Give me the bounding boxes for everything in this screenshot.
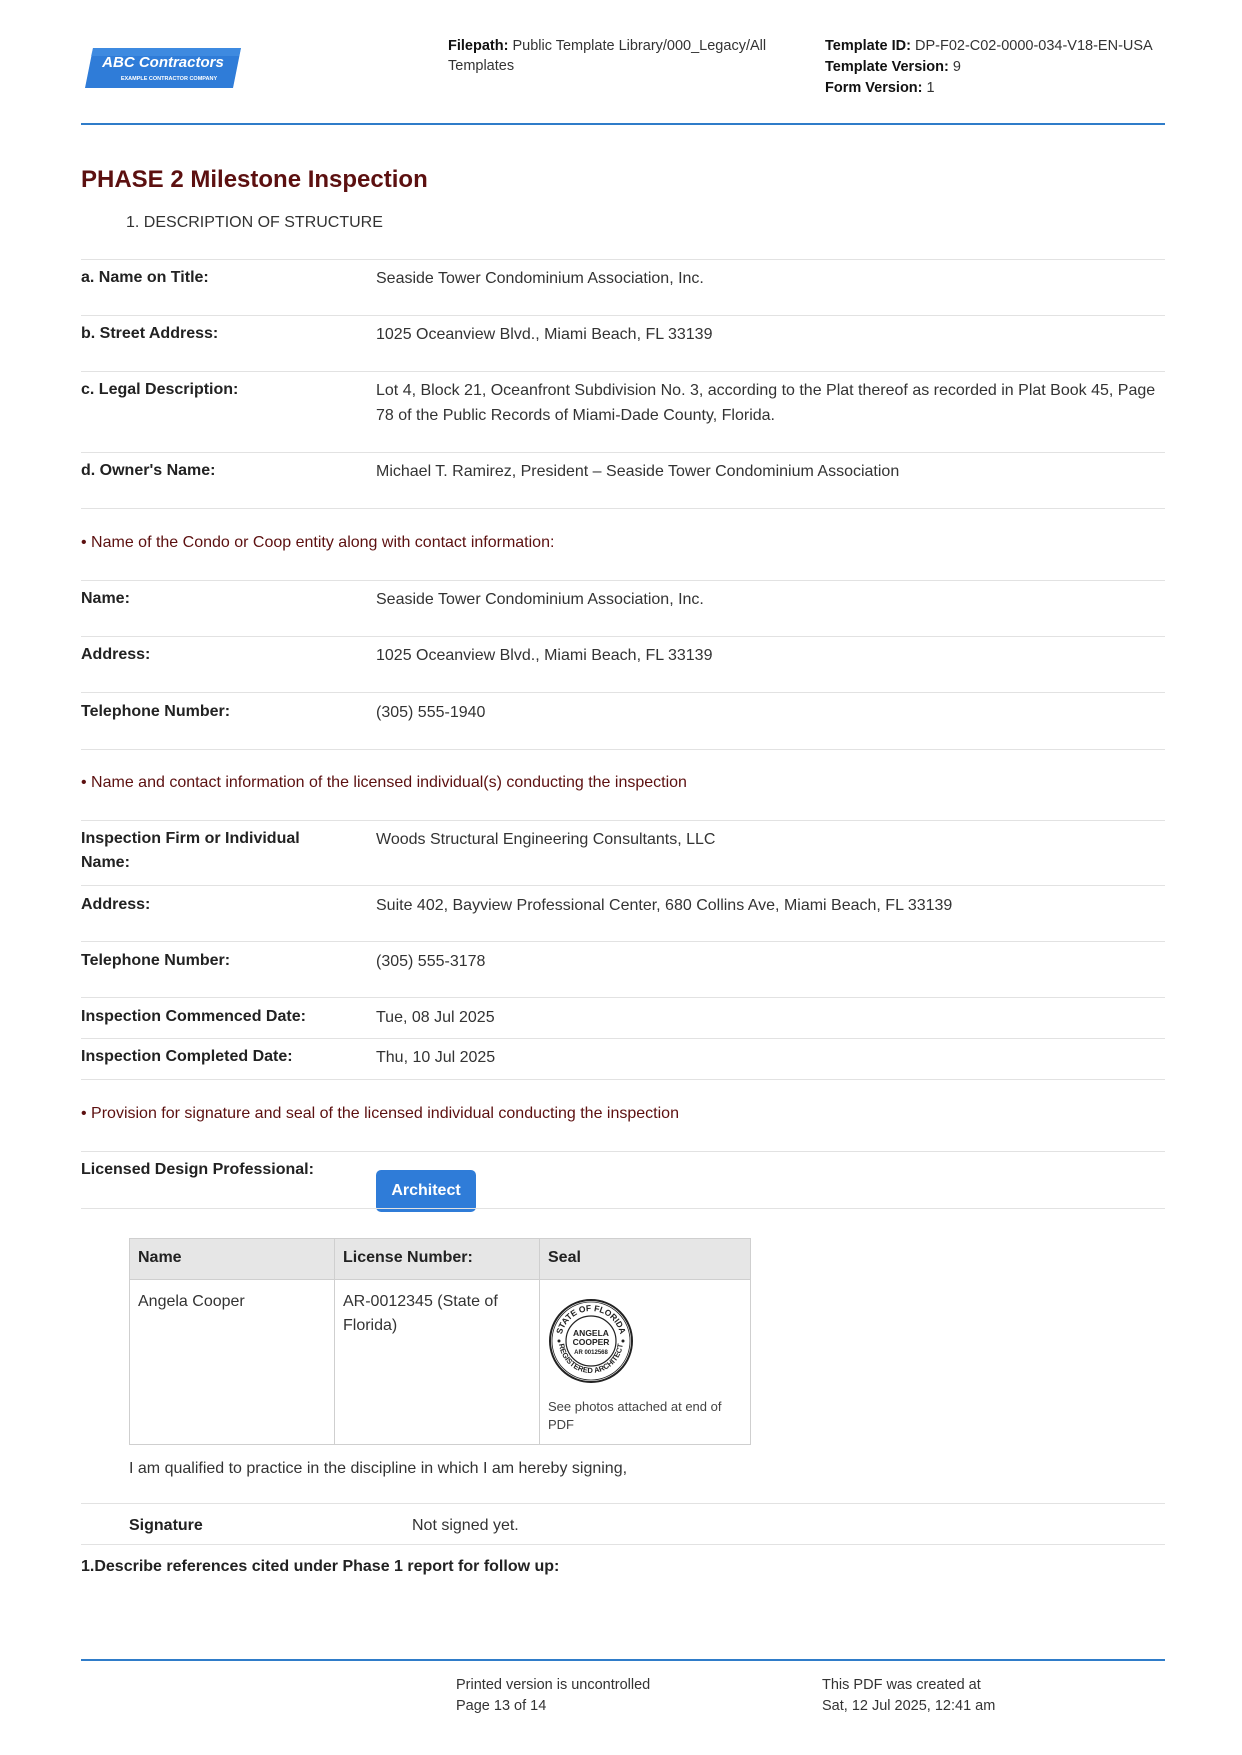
page-header <box>81 36 1165 124</box>
column-header-license: License Number: <box>335 1239 540 1280</box>
row-divider <box>81 1151 1165 1152</box>
inspector-address-value: Suite 402, Bayview Professional Center, 680 Collins Ave, Miami Beach, FL 33139 <box>376 897 953 914</box>
section-heading: 1. DESCRIPTION OF STRUCTURE <box>126 214 383 231</box>
row-divider <box>81 580 1165 581</box>
legal-description-label: c. Legal Description: <box>81 381 239 398</box>
row-divider <box>81 941 1165 942</box>
condo-phone-label: Telephone Number: <box>81 703 231 720</box>
inspector-address-label: Address: <box>81 896 151 913</box>
street-address-label: b. Street Address: <box>81 325 219 342</box>
completed-date-label: Inspection Completed Date: <box>81 1048 293 1065</box>
condo-address-label: Address: <box>81 646 151 663</box>
page-number: Page 13 of 14 <box>456 1698 547 1714</box>
legal-description-value: Lot 4, Block 21, Oceanfront Subdivision No. 3, according to the Plat thereof as recorded in Plat Book 45, Page 78 of the Public Records of Miami-Dade County, Florida. <box>376 382 1156 424</box>
row-divider <box>81 1544 1165 1545</box>
filepath-label: Filepath: <box>448 38 509 54</box>
condo-name-label: Name: <box>81 590 130 607</box>
seal-number: AR 0012568 <box>574 1350 608 1356</box>
uncontrolled-notice: Printed version is uncontrolled <box>456 1677 651 1693</box>
signature-heading: • Provision for signature and seal of the licensed individual conducting the inspection <box>81 1105 679 1122</box>
name-on-title-value: Seaside Tower Condominium Association, Inc. <box>376 270 704 287</box>
inspection-firm-value: Woods Structural Engineering Consultants, LLC <box>376 831 716 848</box>
row-divider <box>81 508 1165 509</box>
footer-divider <box>81 1659 1165 1661</box>
form-version-label: Form Version: <box>825 80 923 96</box>
header-divider <box>81 123 1165 125</box>
seal-cell <box>540 1280 751 1445</box>
condo-name-value: Seaside Tower Condominium Association, Inc. <box>376 591 704 608</box>
logo-title: ABC Contractors <box>102 54 224 71</box>
footer-center <box>456 1675 650 1717</box>
design-professional-label: Licensed Design Professional: <box>81 1161 314 1178</box>
row-divider <box>81 636 1165 637</box>
owner-name-label: d. Owner's Name: <box>81 462 216 479</box>
describe-references-heading: 1.Describe references cited under Phase 1 report for follow up: <box>81 1558 560 1575</box>
seal-note: See photos attached at end of PDF <box>548 1399 722 1432</box>
template-id <box>825 36 1165 57</box>
inspector-phone-value: (305) 555-3178 <box>376 953 486 970</box>
seal-bottom-text: REGISTERED ARCHITECT <box>557 1342 625 1376</box>
row-divider <box>81 820 1165 821</box>
template-version <box>825 57 1165 78</box>
license-table-header <box>130 1239 751 1280</box>
filepath-value: Public Template Library/000_Legacy/All Templates <box>448 38 767 74</box>
condo-address-value: 1025 Oceanview Blvd., Miami Beach, FL 33139 <box>376 647 713 664</box>
architect-button[interactable]: Architect <box>376 1170 476 1212</box>
created-timestamp: Sat, 12 Jul 2025, 12:41 am <box>822 1698 996 1714</box>
owner-name-value: Michael T. Ramirez, President – Seaside Tower Condominium Association <box>376 463 900 480</box>
row-divider <box>81 259 1165 260</box>
architect-seal <box>548 1298 742 1392</box>
logo-subtitle: EXAMPLE CONTRACTOR COMPANY <box>120 76 218 82</box>
license-table <box>129 1238 751 1445</box>
inspector-phone-label: Telephone Number: <box>81 952 231 969</box>
seal-name-line2: COOPER <box>572 1337 610 1347</box>
row-divider <box>81 1079 1165 1080</box>
professional-name: Angela Cooper <box>130 1280 335 1445</box>
row-divider <box>81 749 1165 750</box>
condo-phone-value: (305) 555-1940 <box>376 704 486 721</box>
column-header-name: Name <box>130 1239 335 1280</box>
inspection-firm-label: Inspection Firm or Individual Name: <box>81 830 300 871</box>
template-id-label: Template ID: <box>825 38 911 54</box>
license-number: AR-0012345 (State of Florida) <box>335 1280 540 1445</box>
template-version-value: 9 <box>952 59 961 75</box>
inspector-heading: • Name and contact information of the licensed individual(s) conducting the inspection <box>81 774 687 791</box>
table-row <box>130 1280 751 1445</box>
row-divider <box>81 371 1165 372</box>
form-version-value: 1 <box>926 80 935 96</box>
created-label: This PDF was created at <box>822 1677 981 1693</box>
form-version <box>825 78 1165 99</box>
street-address-value: 1025 Oceanview Blvd., Miami Beach, FL 33139 <box>376 326 713 343</box>
row-divider <box>81 997 1165 998</box>
row-divider <box>81 1038 1165 1039</box>
seal-name-line1: ANGELA <box>573 1328 609 1338</box>
seal-top-text: STATE OF FLORIDA <box>553 1302 629 1336</box>
filepath <box>448 36 788 76</box>
row-divider <box>81 885 1165 886</box>
company-logo <box>83 46 243 90</box>
row-divider <box>81 315 1165 316</box>
page-title: PHASE 2 Milestone Inspection <box>81 166 428 193</box>
commenced-date-label: Inspection Commenced Date: <box>81 1008 306 1025</box>
signature-value: Not signed yet. <box>412 1517 519 1534</box>
signature-label: Signature <box>129 1517 203 1534</box>
name-on-title-label: a. Name on Title: <box>81 269 209 286</box>
row-divider <box>81 452 1165 453</box>
footer-right <box>822 1675 995 1717</box>
condo-heading: • Name of the Condo or Coop entity along with contact information: <box>81 534 555 551</box>
completed-date-value: Thu, 10 Jul 2025 <box>376 1049 496 1066</box>
template-version-label: Template Version: <box>825 59 949 75</box>
commenced-date-value: Tue, 08 Jul 2025 <box>376 1009 495 1026</box>
column-header-seal: Seal <box>540 1239 751 1280</box>
template-meta <box>825 36 1165 99</box>
row-divider <box>81 1503 1165 1504</box>
row-divider <box>81 692 1165 693</box>
qualification-statement: I am qualified to practice in the discipline in which I am hereby signing, <box>129 1460 628 1477</box>
template-id-value: DP-F02-C02-0000-034-V18-EN-USA <box>914 38 1153 54</box>
row-divider <box>81 1208 1165 1209</box>
